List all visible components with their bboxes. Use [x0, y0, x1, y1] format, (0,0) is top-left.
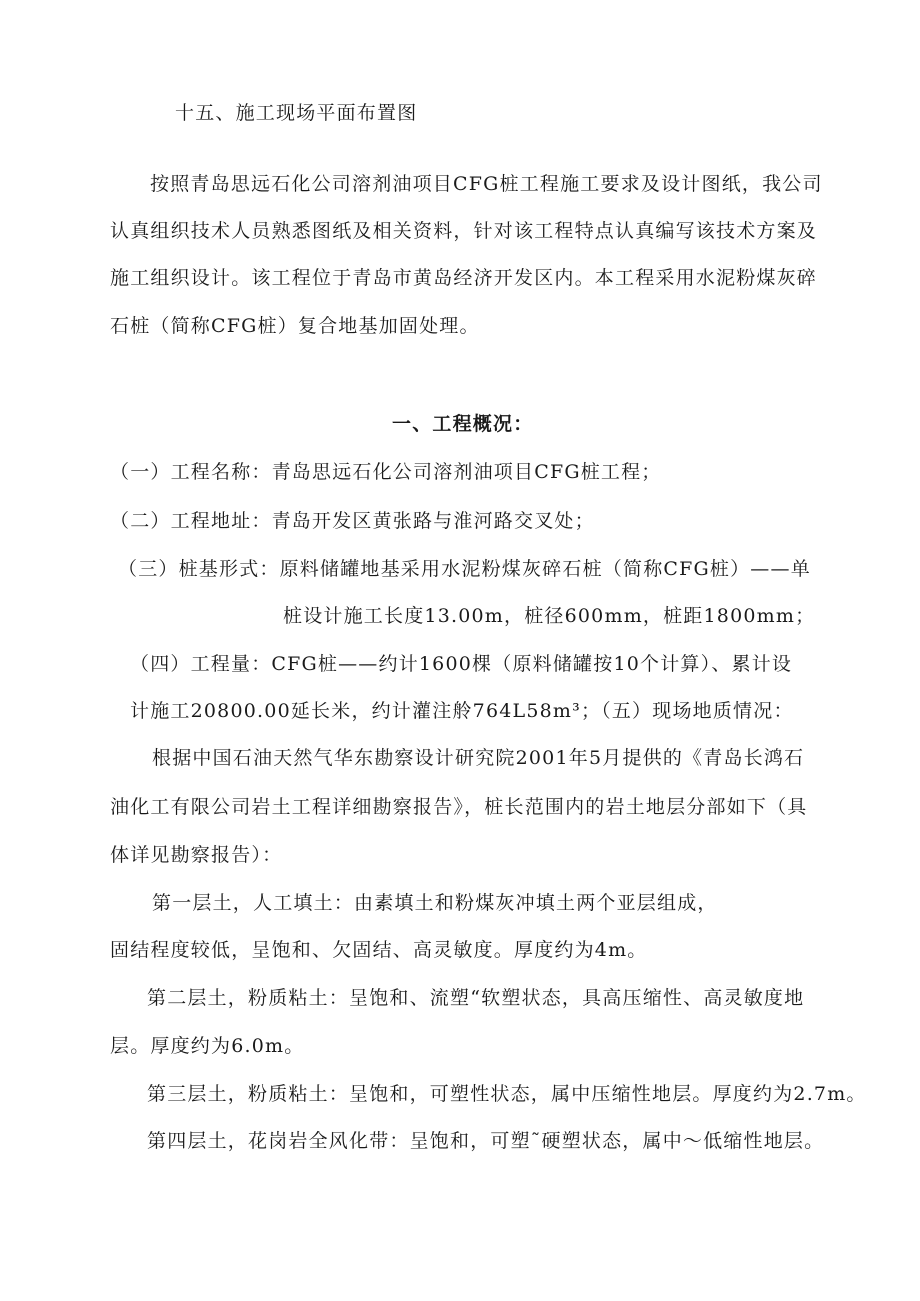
layer-1-line: 第一层土，人工填土：由素填土和粉煤灰冲填土两个亚层组成， — [152, 892, 718, 914]
layer-2-line: 第二层土，粉质粘土：呈饱和、流塑“软塑状态，具高压缩性、高灵敏度地 — [147, 987, 805, 1009]
overview-item-name: （一）工程名称：青岛思远石化公司溶剂油项目CFG桩工程； — [110, 461, 662, 483]
layer-4-line: 第四层土，花岗岩全风化带：呈饱和，可塑˜硬塑状态，属中～低缩性地层。 — [147, 1130, 825, 1152]
overview-item-quantity: （四）工程量：CFG桩——约计1600棵（原料储罐按10个计算）、累计设 — [130, 653, 793, 675]
geology-line: 油化工有限公司岩土工程详细勘察报告》，桩长范围内的岩土地层分部如下（具 — [110, 796, 808, 818]
section-heading: 十五、施工现场平面布置图 — [175, 102, 418, 124]
layer-3-line: 第三层土，粉质粘土：呈饱和，可塑性状态，属中压缩性地层。厚度约为2.7m。 — [147, 1083, 867, 1105]
overview-item-pile-spec: 桩设计施工长度13.00m，桩径600mm，桩距1800mm； — [283, 605, 816, 627]
intro-line: 石桩（简称CFG桩）复合地基加固处理。 — [110, 315, 480, 337]
layer-1-line: 固结程度较低，呈饱和、欠固结、高灵敏度。厚度约为4m。 — [110, 939, 648, 961]
intro-line: 施工组织设计。该工程位于青岛市黄岛经济开发区内。本工程采用水泥粉煤灰碎 — [110, 267, 818, 289]
geology-line: 根据中国石油天然气华东勘察设计研究院2001年5月提供的《青岛长鸿石 — [152, 747, 805, 769]
overview-item-quantity-cont: 计施工20800.00延长米，约计灌注舲764L58m³；（五）现场地质情况： — [130, 700, 794, 722]
overview-item-address: （二）工程地址：青岛开发区黄张路与淮河路交叉处； — [110, 510, 595, 532]
layer-2-line: 层。厚度约为6.0m。 — [110, 1035, 305, 1057]
intro-line: 认真组织技术人员熟悉图纸及相关资料，针对该工程特点认真编写该技术方案及 — [110, 220, 818, 242]
geology-line: 体详见勘察报告）： — [110, 844, 283, 866]
overview-item-pile-type: （三）桩基形式：原料储罐地基采用水泥粉煤灰碎石桩（简称CFG桩）——单 — [118, 558, 811, 580]
overview-title: 一、工程概况： — [392, 413, 534, 435]
intro-line: 按照青岛思远石化公司溶剂油项目CFG桩工程施工要求及设计图纸，我公司 — [150, 173, 823, 195]
